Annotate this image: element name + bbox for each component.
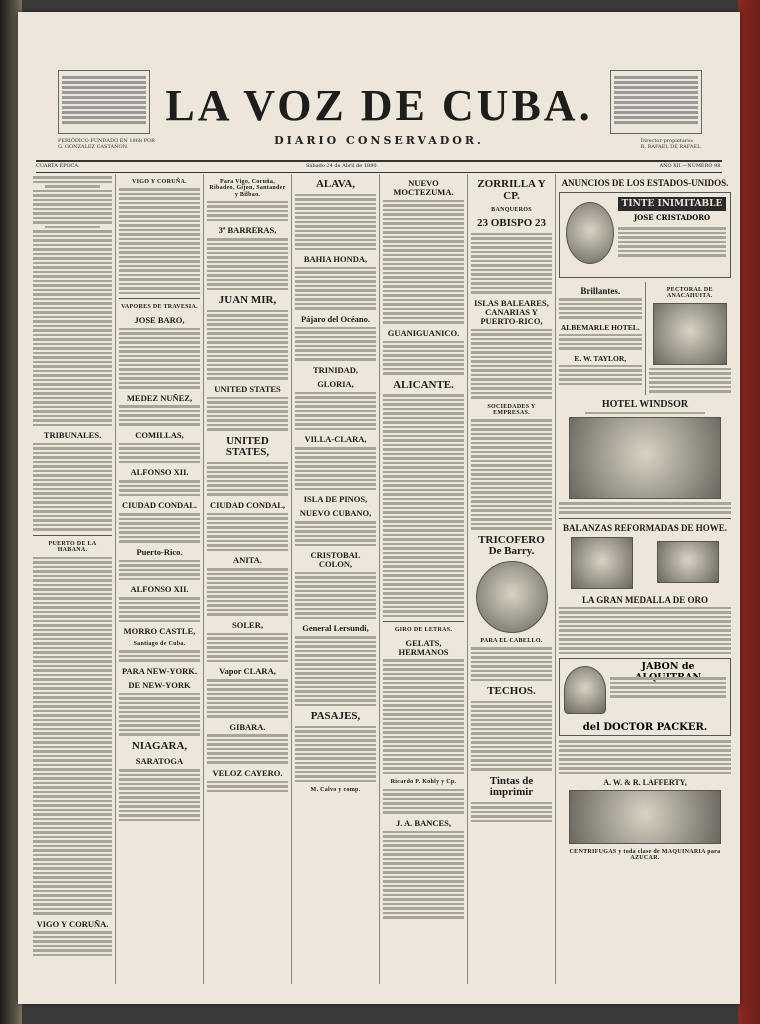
heading-puerto-rico: Puerto-Rico. <box>136 546 183 557</box>
founder-line: PERIÓDICO FUNDADO EN 1868 POR <box>58 138 155 144</box>
heading-united-states-2: UNITED STATES, <box>225 434 270 459</box>
heading-pajaro-oceano: Pájaro del Océano. <box>300 313 370 324</box>
centrifugas-title: CENTRIFUGAS y toda clase de MAQUINARIA para AZUCAR. <box>569 849 721 862</box>
heading-nuevo-cubano: NUEVO CUBANO, <box>299 508 372 519</box>
ad-jabon <box>559 658 731 736</box>
heading-isla-pinos: ISLA DE PINOS, <box>303 494 368 505</box>
right-ear-caption <box>641 138 702 150</box>
heading-barreras: 3ª BARRERAS, <box>218 225 277 236</box>
heading-para-el-cabello: PARA EL CABELLO. <box>480 637 543 644</box>
ad-tinte <box>559 192 731 278</box>
column-3 <box>204 174 292 984</box>
binder-spine <box>738 0 760 1024</box>
balanzas-title: BALANZAS REFORMADAS DE HOWE. <box>562 522 728 533</box>
edition-label: CUARTA ÉPOCA. <box>36 163 80 169</box>
heading-pasajes: PASAJES, <box>310 710 361 723</box>
taylor-title: E. W. TAYLOR, <box>574 353 627 363</box>
heading-puerto: PUERTO DE LA HABANA. <box>48 540 97 554</box>
newspaper-page <box>18 12 740 1004</box>
jabon-title: JABON de <box>641 661 695 673</box>
column-5 <box>380 174 468 984</box>
balanzas-illustrations <box>559 535 731 591</box>
heading-tintas: Tintas de imprimir <box>489 774 534 799</box>
heading-gloria: GLORIA, <box>317 378 354 389</box>
heading-vapor-clara: Vapor CLARA, <box>219 666 276 677</box>
pectoral-illustration <box>653 303 727 365</box>
masthead <box>36 48 722 162</box>
hotel-windsor-title: HOTEL WINDSOR <box>601 398 689 410</box>
heading-m-calvo: M. Calvo y comp. <box>310 787 361 794</box>
ship-alfonso-xii: ALFONSO XII. <box>130 467 189 478</box>
heading-zorrilla: ZORRILLA Y CP. <box>477 178 546 202</box>
ship-mendez-nunez: MEDEZ NUÑEZ, <box>126 392 193 403</box>
albemarle-title: ALBEMARLE HOTEL. <box>560 322 640 332</box>
column-1 <box>30 174 116 984</box>
heading-islas-baleares: ISLAS BALEARES, CANARIAS Y PUERTO-RICO, <box>474 297 549 326</box>
column-4 <box>292 174 380 984</box>
heading-anita: ANITA. <box>233 555 262 566</box>
heading-giro-letras: GIRO DE LETRAS. <box>394 627 453 634</box>
hotel-windsor-illustration <box>569 417 721 499</box>
tinte-banner: TINTE INIMITABLE <box>618 197 726 211</box>
heading-para-new-york: PARA NEW-YORK. <box>121 665 198 676</box>
heading-banqueros: BANQUEROS <box>491 207 532 214</box>
director-label: Director-propietario: <box>640 138 694 144</box>
heading-gibara: GIBARA. <box>229 721 266 732</box>
heading-tricofero: TRICOFERO De Barry. <box>478 533 545 558</box>
heading-united-states: UNITED STATES <box>214 383 281 394</box>
director-name: R. RAFAEL DE RAFAEL. <box>640 144 702 150</box>
issue-date: Sábado 24 de Abril de 1880. <box>306 163 379 169</box>
heading-ricardo-kohly: Ricardo P. Kohly y Cp. <box>390 779 457 786</box>
lafferty-title: A. W. & R. LAFFERTY, <box>603 778 687 788</box>
machinery-illustration <box>569 790 721 844</box>
column-6 <box>468 174 556 984</box>
ship-comillas: COMILLAS, <box>135 429 184 440</box>
scale-illustration-2 <box>657 541 719 583</box>
heading-cristobal-colon: CRISTOBAL COLON, <box>310 550 361 569</box>
heading-santiago: Santiago de Cuba. <box>133 640 186 647</box>
ad-pectoral <box>645 282 732 395</box>
heading-sociedades: SOCIEDADES Y EMPRESAS. <box>487 403 536 416</box>
heading-de-new-york: DE NEW-YORK <box>128 679 191 690</box>
issue-number: AÑO XII.—NÚMERO 98. <box>659 163 722 169</box>
ship-niagara: NIAGARA, <box>131 739 188 752</box>
ads-header: ANUNCIOS DE LOS ESTADOS-UNIDOS. <box>561 178 729 188</box>
pectoral-title: PECTORAL DE ANACAHUITA. <box>666 287 713 300</box>
right-ear-box <box>610 70 702 134</box>
heading-para-vigo: Para Vigo, Coruña, Ribadeo, Gijon, Santander y Bilbao. <box>209 179 286 198</box>
heading-vapores-travesia: VAPORES DE TRAVESIA. <box>121 304 198 311</box>
heading-alicante: ALICANTE. <box>393 378 454 391</box>
brillantes-title: Brillantes. <box>580 286 621 296</box>
heading-techos: TECHOS. <box>487 685 536 698</box>
founder-name: G. GONZALEZ CASTAÑON. <box>58 144 129 150</box>
heading-trinidad: TRINIDAD, <box>312 364 359 375</box>
heading-j-a-bances: J. A. BANCES, <box>395 817 452 828</box>
scale-illustration-1 <box>571 537 633 589</box>
heading-soler: SOLER, <box>232 619 263 630</box>
ship-morro-castle: MORRO CASTLE, <box>123 626 196 637</box>
heading-gelats: GELATS, HERMANOS <box>398 637 449 657</box>
packer-portrait <box>564 666 606 714</box>
heading-juan-mir: JUAN MIR, <box>218 294 277 307</box>
tricofero-illustration <box>476 561 548 633</box>
heading-tribunales: TRIBUNALES. <box>43 430 102 440</box>
heading-alava: ALAVA, <box>315 178 356 190</box>
ad-brillantes <box>559 282 642 395</box>
dateline <box>36 162 722 173</box>
heading-vigo-coruna: VIGO Y CORUÑA. <box>36 918 109 929</box>
packer-title: del DOCTOR PACKER. <box>582 722 708 734</box>
heading-vigo: VIGO Y CORUÑA. <box>132 179 187 185</box>
ship-saratoga: SARATOGA <box>135 756 184 767</box>
heading-veloz-cayero: VELOZ CAYERO. <box>212 767 283 778</box>
heading-nuevo-moctezuma: NUEVO MOCTEZUMA. <box>393 178 454 197</box>
tinte-maker: JOSE CRISTADORO <box>633 213 711 222</box>
ship-alfonso-xii-2: ALFONSO XII. <box>130 584 189 595</box>
heading-villa-clara: VILLA-CLARA, <box>304 434 367 445</box>
column-2 <box>116 174 204 984</box>
ship-jose-baro: JOSE BARO, <box>134 314 185 325</box>
heading-ciudad-condal: CIUDAD CONDAL, <box>209 499 286 510</box>
us-ads-section <box>556 174 734 984</box>
heading-bahia-honda: BAHIA HONDA, <box>303 254 368 265</box>
page-subtitle: DIARIO CONSERVADOR. <box>274 134 484 147</box>
ship-ciudad-condal: CIUDAD CONDAL. <box>121 500 198 511</box>
heading-guaniguanico: GUANIGUANICO. <box>387 327 460 338</box>
tinte-portrait <box>566 202 614 264</box>
heading-obispo: 23 OBISPO 23 <box>476 217 547 230</box>
page-title: LA VOZ DE CUBA. <box>165 81 593 130</box>
heading-general-lersundi: General Lersundi, <box>302 623 369 634</box>
medalla-title: LA GRAN MEDALLA DE ORO <box>581 594 708 605</box>
